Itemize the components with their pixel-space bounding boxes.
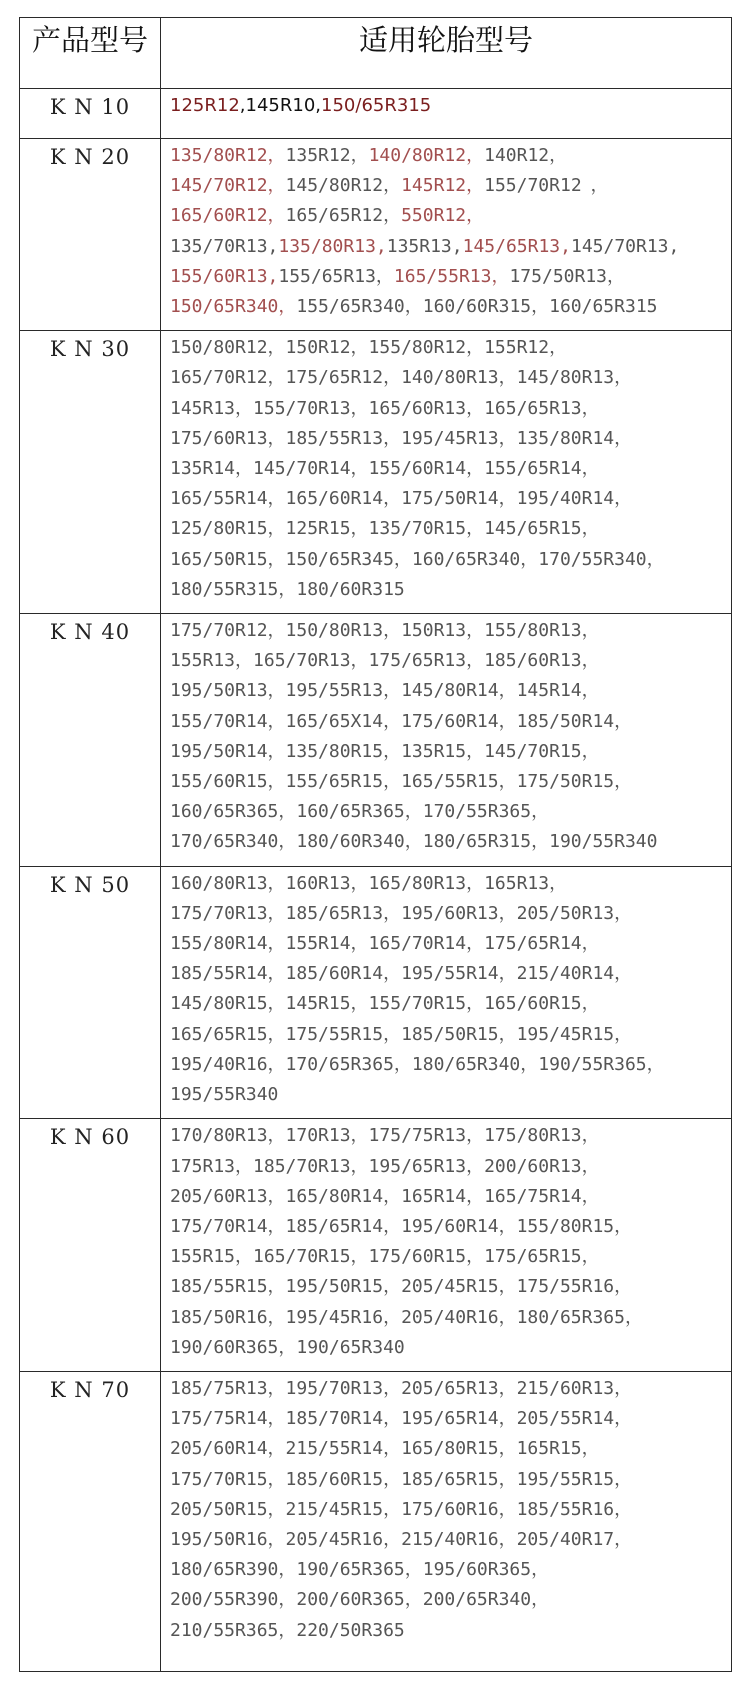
model-cell: K N 20 [20,139,161,331]
size-line [170,545,725,575]
model-cell: K N 40 [20,614,161,867]
tire-size: 205/50R15，215/45R15，175/60R16，185/55R16， [170,1498,633,1520]
size-line [170,707,725,737]
tire-size: 135R14，145/70R14，155/60R14，155/65R14， [170,458,600,480]
size-line [170,333,725,363]
tire-size: 135R13, [386,235,463,257]
tire-size: 155R15，165/70R15，175/60R15，175/65R15， [170,1246,600,1268]
tire-size: 145/80R12， [285,175,402,197]
tire-size: 185/50R16，195/45R16，205/40R16，180/65R365， [170,1306,643,1328]
tire-size: 175R13，185/70R13，195/65R13，200/60R13， [170,1155,600,1177]
size-line [170,394,725,424]
size-line [170,676,725,706]
tire-size: 175/50R13， [509,265,626,287]
tire-size: 145/70R13, [570,235,680,257]
size-line [170,929,725,959]
tire-size: 160/65R315 [549,296,658,318]
size-line [170,1182,725,1212]
tire-size: 190/60R365，190/65R340 [170,1336,405,1358]
tire-size: 140R12， [484,145,568,166]
tire-size: 135/70R13, [170,235,279,257]
tire-sizes-cell [161,1371,732,1671]
highlighted-tire-size: 165/60R12， [170,205,286,227]
tire-sizes-cell [161,614,732,867]
tire-size: 195/50R14，135/80R15，135R15，145/70R15， [170,740,600,762]
tire-size: 185/55R14，185/60R14，195/55R14，215/40R14， [170,963,633,985]
size-line [170,827,725,857]
highlighted-tire-size: 150/65R315 [321,95,432,116]
size-line [170,616,725,646]
size-line [170,171,725,201]
tire-size: 175/70R14，185/65R14，195/60R14，155/80R15， [170,1215,633,1237]
tire-size: 155/80R14，155R14，165/70R14，175/65R14， [170,933,600,955]
size-line [170,1555,725,1585]
tire-size: , [315,95,322,116]
tire-size: 210/55R365，220/50R365 [170,1619,405,1641]
highlighted-tire-size: 125R12 [170,95,240,116]
table-row [20,139,732,331]
tire-size: 175/60R13，185/55R13，195/45R13，135/80R14， [170,427,633,449]
table-row [20,89,732,139]
size-line [170,141,725,171]
tire-size: 170/65R340，180/60R340，180/65R315，190/55R340 [170,831,658,853]
tire-size: 195/50R16，205/45R16，215/40R16，205/40R17， [170,1528,633,1550]
tire-spec-table [19,17,732,1672]
size-line [170,514,725,544]
size-line [170,91,725,121]
tire-sizes-cell [161,89,732,139]
size-line [170,959,725,989]
size-line [170,575,725,605]
tire-size: 145R10 [245,95,316,116]
size-line [170,1020,725,1050]
size-line [170,484,725,514]
size-line [170,989,725,1019]
tire-size: 165/70R12，175/65R12，140/80R13，145/80R13， [170,367,633,389]
highlighted-tire-size: 165/55R13， [393,265,510,287]
highlighted-tire-size: 135/80R12， [170,145,286,166]
model-cell: K N 10 [20,89,161,139]
tire-size: 180/65R390，190/65R365，195/60R365， [170,1559,550,1581]
tire-size: 195/50R13，195/55R13，145/80R14，145R14， [170,680,600,702]
tire-size: 185/75R13，195/70R13，205/65R13，215/60R13， [170,1377,633,1399]
size-line [170,1212,725,1242]
size-line [170,262,725,292]
table-body [20,89,732,1672]
size-line [170,1152,725,1182]
size-line [170,1585,725,1615]
tire-size: 185/55R15，195/50R15，205/45R15，175/55R16， [170,1276,633,1298]
tire-size: 155/65R13， [278,265,394,287]
size-line [170,1404,725,1434]
highlighted-tire-size: 150/65R340， [170,296,297,318]
highlighted-tire-size: 135/80R13, [278,235,387,257]
tire-size: 175/70R15，185/60R15，185/65R15，195/55R15， [170,1468,633,1490]
tire-size: 200/55R390，200/60R365，200/65R340， [170,1589,550,1611]
tire-size: 165/50R15，150/65R345，160/65R340，170/55R340， [170,548,665,570]
size-line [170,454,725,484]
size-line [170,797,725,827]
size-line [170,1434,725,1464]
tire-size: 155/65R340， [296,296,423,318]
size-line [170,1465,725,1495]
header-tire-sizes: 适用轮胎型号 [161,18,732,89]
tire-size: 145/80R15，145R15，155/70R15，165/60R15， [170,993,600,1015]
tire-size: 175/70R13，185/65R13，195/60R13，205/50R13， [170,902,633,924]
tire-size: 205/60R13，165/80R14，165R14，165/75R14， [170,1185,600,1207]
tire-size: 125/80R15，125R15，135/70R15，145/65R15， [170,518,600,540]
tire-size: 180/55R315，180/60R315 [170,578,405,600]
tire-size: 155R13，165/70R13，175/65R13，185/60R13， [170,650,600,672]
tire-sizes-cell [161,1119,732,1372]
table-row [20,1371,732,1671]
tire-size: 175/75R14，185/70R14，195/65R14，205/55R14， [170,1408,633,1430]
size-line [170,1050,725,1080]
tire-size: 195/55R340 [170,1084,279,1106]
tire-size: 145R13，155/70R13，165/60R13，165/65R13， [170,397,600,419]
model-cell: K N 50 [20,866,161,1119]
highlighted-tire-size: 145/65R13, [462,235,571,257]
size-line [170,1374,725,1404]
tire-sizes-cell [161,331,732,614]
size-line [170,1080,725,1110]
tire-size: 150/80R12，150R12，155/80R12，155R12， [170,337,568,359]
model-cell: K N 30 [20,331,161,614]
tire-size: 135R12， [285,145,369,166]
size-line [170,899,725,929]
header-model: 产品型号 [20,18,161,89]
size-line [170,1616,725,1646]
tire-size: 160/60R315， [422,296,550,318]
highlighted-tire-size: 155/60R13, [170,265,279,287]
table-row [20,331,732,614]
size-line [170,424,725,454]
tire-size: 165/55R14，165/60R14，175/50R14，195/40R14， [170,488,633,510]
tire-size: 155/60R15，155/65R15，165/55R15，175/50R15， [170,771,633,793]
tire-size: 205/60R14，215/55R14，165/80R15，165R15， [170,1438,600,1460]
tire-size: 165/65R12， [285,205,402,227]
tire-sizes-cell [161,139,732,331]
highlighted-tire-size: 550R12， [401,205,485,227]
header-row [20,18,732,89]
tire-size: 175/70R12，150/80R13，150R13，155/80R13， [170,620,600,642]
tire-size: , [239,95,246,116]
size-line [170,869,725,899]
tire-size: 155/70R12 ， [484,175,609,197]
size-line [170,1272,725,1302]
size-line [170,1525,725,1555]
size-line [170,201,725,231]
table-row [20,614,732,867]
tire-size: 195/40R16，170/65R365，180/65R340，190/55R365， [170,1053,665,1075]
model-cell: K N 60 [20,1119,161,1372]
size-line [170,363,725,393]
size-line [170,646,725,676]
highlighted-tire-size: 140/80R12， [368,145,485,166]
tire-size: 155/70R14，165/65X14，175/60R14，185/50R14， [170,710,633,732]
table-row [20,866,732,1119]
size-line [170,1303,725,1333]
tire-size: 165/65R15，175/55R15，185/50R15，195/45R15， [170,1023,633,1045]
size-line [170,1121,725,1151]
tire-size: 170/80R13，170R13，175/75R13，175/80R13， [170,1125,600,1147]
size-line [170,232,725,262]
size-line [170,737,725,767]
highlighted-tire-size: 145R12， [401,175,485,197]
tire-sizes-cell [161,866,732,1119]
size-line [170,1495,725,1525]
size-line [170,292,725,322]
size-line [170,1242,725,1272]
model-cell: K N 70 [20,1371,161,1671]
tire-size: 160/80R13，160R13，165/80R13，165R13， [170,872,568,894]
highlighted-tire-size: 145/70R12， [170,175,286,197]
table-row [20,1119,732,1372]
size-line [170,767,725,797]
tire-size: 160/65R365，160/65R365，170/55R365， [170,801,550,823]
size-line [170,1333,725,1363]
